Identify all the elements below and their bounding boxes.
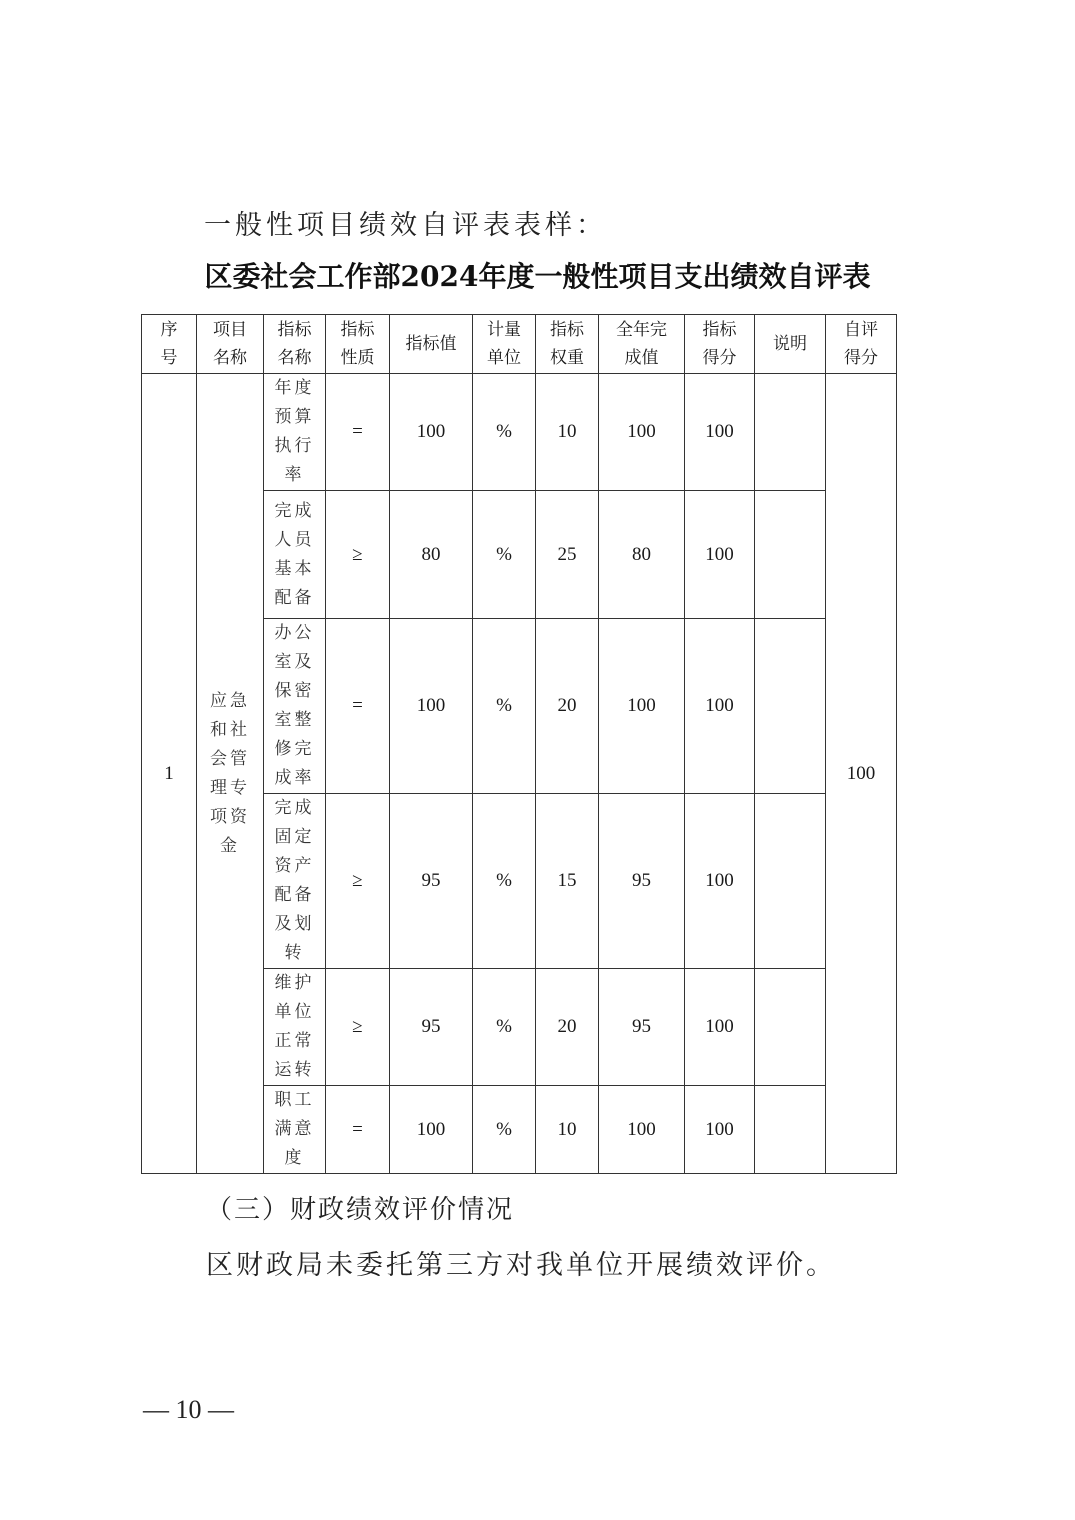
- table-row: [142, 374, 897, 491]
- seq-cell: 1: [142, 374, 197, 1174]
- nature-cell: =: [326, 619, 390, 794]
- header-indicator-value: 指标值: [390, 315, 473, 374]
- self-score-cell: 100: [826, 374, 897, 1174]
- nature-cell: ≥: [326, 794, 390, 969]
- unit-cell: %: [473, 491, 536, 619]
- header-indicator-name: 指标 名称: [264, 315, 326, 374]
- actual-cell: 80: [599, 491, 685, 619]
- score-cell: 100: [685, 619, 755, 794]
- header-weight: 指标 权重: [536, 315, 599, 374]
- value-cell: 95: [390, 794, 473, 969]
- note-cell: [755, 969, 826, 1086]
- section-paragraph: 区财政局未委托第三方对我单位开展绩效评价。: [206, 1250, 836, 1281]
- actual-cell: 100: [599, 1086, 685, 1174]
- unit-cell: %: [473, 374, 536, 491]
- unit-cell: %: [473, 619, 536, 794]
- note-cell: [755, 619, 826, 794]
- score-cell: 100: [685, 1086, 755, 1174]
- nature-cell: =: [326, 374, 390, 491]
- weight-cell: 20: [536, 619, 599, 794]
- actual-cell: 100: [599, 374, 685, 491]
- table-title: 区委社会工作部2024年度一般性项目支出绩效自评表: [204, 260, 871, 293]
- performance-table: [141, 314, 897, 1174]
- header-unit: 计量 单位: [473, 315, 536, 374]
- section-heading: （三）财政绩效评价情况: [206, 1195, 515, 1225]
- indicator-name-cell: 完成固定资产配备及划转: [264, 794, 326, 969]
- weight-cell: 10: [536, 374, 599, 491]
- note-cell: [755, 491, 826, 619]
- score-cell: 100: [685, 969, 755, 1086]
- project-name-cell: 应急和社会管理专项资金: [197, 374, 264, 1174]
- note-cell: [755, 1086, 826, 1174]
- weight-cell: 10: [536, 1086, 599, 1174]
- indicator-name-cell: 完成人员基本配备: [264, 491, 326, 619]
- score-cell: 100: [685, 491, 755, 619]
- value-cell: 95: [390, 969, 473, 1086]
- indicator-name-cell: 职工满意度: [264, 1086, 326, 1174]
- header-self-score: 自评 得分: [826, 315, 897, 374]
- header-seq: 序 号: [142, 315, 197, 374]
- indicator-name-cell: 维护单位正常运转: [264, 969, 326, 1086]
- actual-cell: 95: [599, 969, 685, 1086]
- weight-cell: 20: [536, 969, 599, 1086]
- value-cell: 100: [390, 374, 473, 491]
- unit-cell: %: [473, 794, 536, 969]
- header-project-name: 项目 名称: [197, 315, 264, 374]
- unit-cell: %: [473, 1086, 536, 1174]
- header-row: [142, 315, 897, 374]
- header-actual: 全年完 成值: [599, 315, 685, 374]
- nature-cell: ≥: [326, 969, 390, 1086]
- value-cell: 100: [390, 619, 473, 794]
- note-cell: [755, 374, 826, 491]
- weight-cell: 25: [536, 491, 599, 619]
- nature-cell: ≥: [326, 491, 390, 619]
- header-indicator-score: 指标 得分: [685, 315, 755, 374]
- value-cell: 80: [390, 491, 473, 619]
- header-note: 说明: [755, 315, 826, 374]
- unit-cell: %: [473, 969, 536, 1086]
- page-number: — 10 —: [143, 1395, 234, 1424]
- indicator-name-cell: 年度预算执行率: [264, 374, 326, 491]
- score-cell: 100: [685, 794, 755, 969]
- actual-cell: 95: [599, 794, 685, 969]
- weight-cell: 15: [536, 794, 599, 969]
- indicator-name-cell: 办公室及保密室整修完成率: [264, 619, 326, 794]
- intro-line: 一般性项目绩效自评表表样：: [204, 210, 607, 241]
- nature-cell: =: [326, 1086, 390, 1174]
- note-cell: [755, 794, 826, 969]
- value-cell: 100: [390, 1086, 473, 1174]
- score-cell: 100: [685, 374, 755, 491]
- actual-cell: 100: [599, 619, 685, 794]
- header-indicator-nature: 指标 性质: [326, 315, 390, 374]
